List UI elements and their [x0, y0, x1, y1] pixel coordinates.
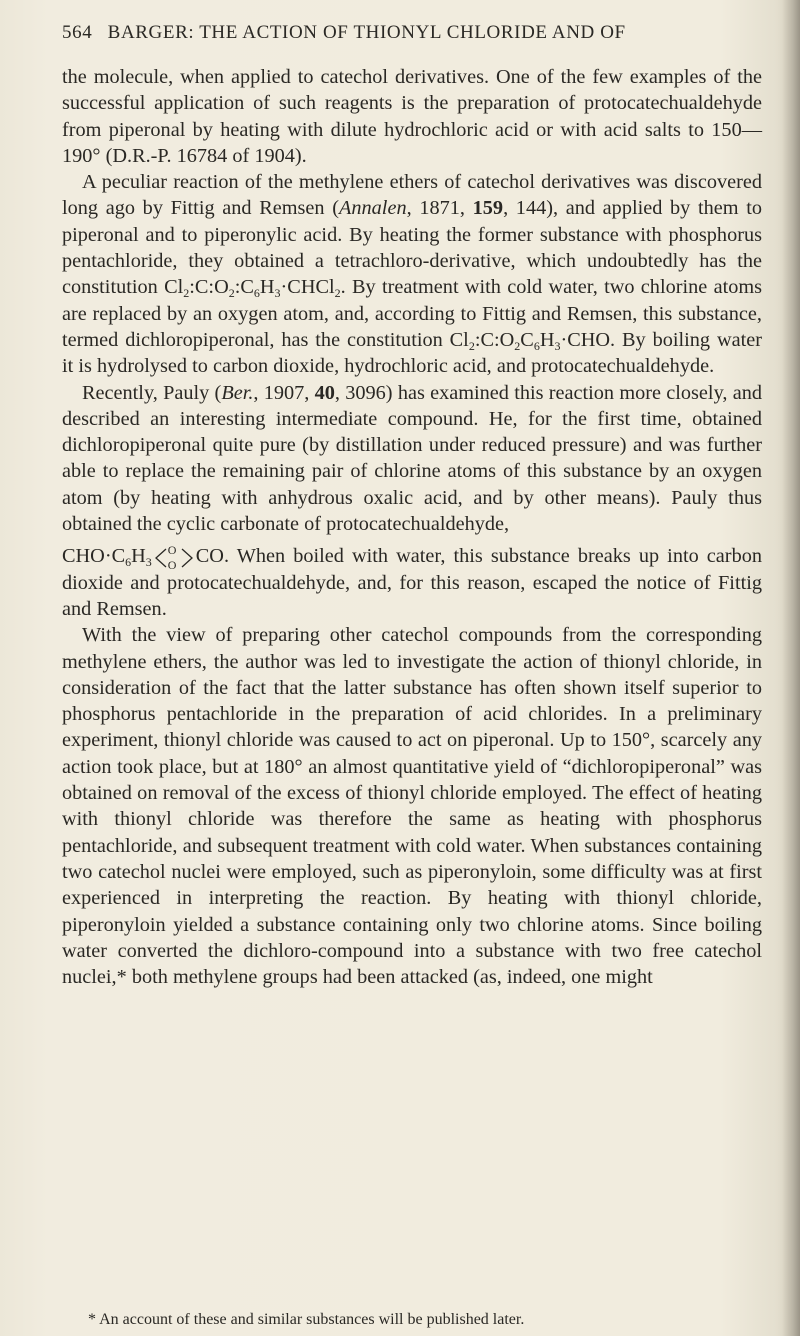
page-edge-shadow: [782, 0, 800, 1336]
paragraph-3: Recently, Pauly (Ber., 1907, 40, 3096) has examined this reaction more closely, and described an interesting intermediate compound. He, for the first time, obtained dichloropiperonal quite pure (by distillation under reduced pressure) and was further able to replace the remaining pair of chlorine atoms of this substance by an oxygen atom (by heating with anhydrous oxalic acid, and by other means). Pauly thus obtained the cyclic carbonate of protocatechualdehyde,: [62, 381, 763, 536]
paragraph-3-continued: $CHO\cdot C_6H_3$ O O CO. When boiled with water, this substance breaks up into carbon dioxide and protocatechualdehyde, and, for this reason, escaped the notice of Fittig and Remsen.: [62, 542, 762, 620]
paragraph-2: A peculiar reaction of the methylene ethers of catechol derivatives was discovered long ago by Fittig and Remsen (Annalen, 1871, 159, 144), and applied by them to piperonal and to piperonylic acid. By heating the former substance with phosphorus pentachloride, they obtained a tetrachloro-derivative, which undoubtedly has the constitution $Cl_2:C:O_2:C_6H_3\cdot CHCl_2$. By treatment with cold water, two chlorine atoms are replaced by an oxygen atom, and, according to Fittig and Remsen, this substance, termed dichloropiperonal, has the constitution $Cl_2:C:O_2C_6H_3\cdot CHO$. By boiling water it is hydrolysed to carbon dioxide, hydrochloric acid, and protocatechualdehyde.: [62, 171, 763, 378]
formula-tetrachloro: $Cl_2:C:O_2:C_6H_3\cdot CHCl_2$: [164, 276, 341, 301]
formula-cyclic-carbonate: $CHO\cdot C_6H_3$ O O CO: [62, 542, 224, 572]
body-text: [62, 64, 762, 990]
citation-volume: 40: [314, 381, 335, 404]
running-title: BARGER: THE ACTION OF THIONYL CHLORIDE AND OF: [107, 22, 626, 43]
footnote: * An account of these and similar substances will be published later.: [88, 1311, 525, 1328]
citation-journal: Ber.: [221, 381, 254, 404]
citation-journal: Annalen: [339, 197, 407, 220]
running-header: [62, 22, 762, 44]
page-number: 564: [62, 22, 93, 43]
paragraph-1: the molecule, when applied to catechol derivatives. One of the few examples of the successful application of such reagents is the preparation of protocatechualdehyde from piperonal by heating with dilute hydrochloric acid or with acid salts to 150—190° (D.R.-P. 16784 of 1904).: [62, 66, 762, 167]
formula-dichloropiperonal: $Cl_2:C:O_2C_6H_3\cdot CHO$: [449, 328, 611, 353]
ring-bracket-icon: O O: [154, 546, 194, 570]
paragraph-4: With the view of preparing other catechol compounds from the corresponding methylene ethers, the author was led to investigate the action of thionyl chloride, in consideration of the fact that the latter substance has often shown itself superior to phosphorus pentachloride in the preparation of acid chlorides. In a preliminary experiment, thionyl chloride was caused to act on piperonal. Up to 150°, scarcely any action took place, but at 180° an almost quantitative yield of “dichloropiperonal” was obtained on removal of the excess of thionyl chloride employed. The effect of heating with thionyl chloride was therefore the same as heating with phosphorus pentachloride, and subsequent treatment with cold water. When substances containing two catechol nuclei were employed, such as piperonyloin, some difficulty was at first experienced in interpreting the reaction. By heating with thionyl chloride, piperonyloin yielded a substance containing only two chlorine atoms. Since boiling water converted the dichloro-compound into a substance with two free catechol nuclei,* both methylene groups had been attacked (as, indeed, one might: [62, 624, 762, 989]
citation-volume: 159: [472, 197, 504, 220]
